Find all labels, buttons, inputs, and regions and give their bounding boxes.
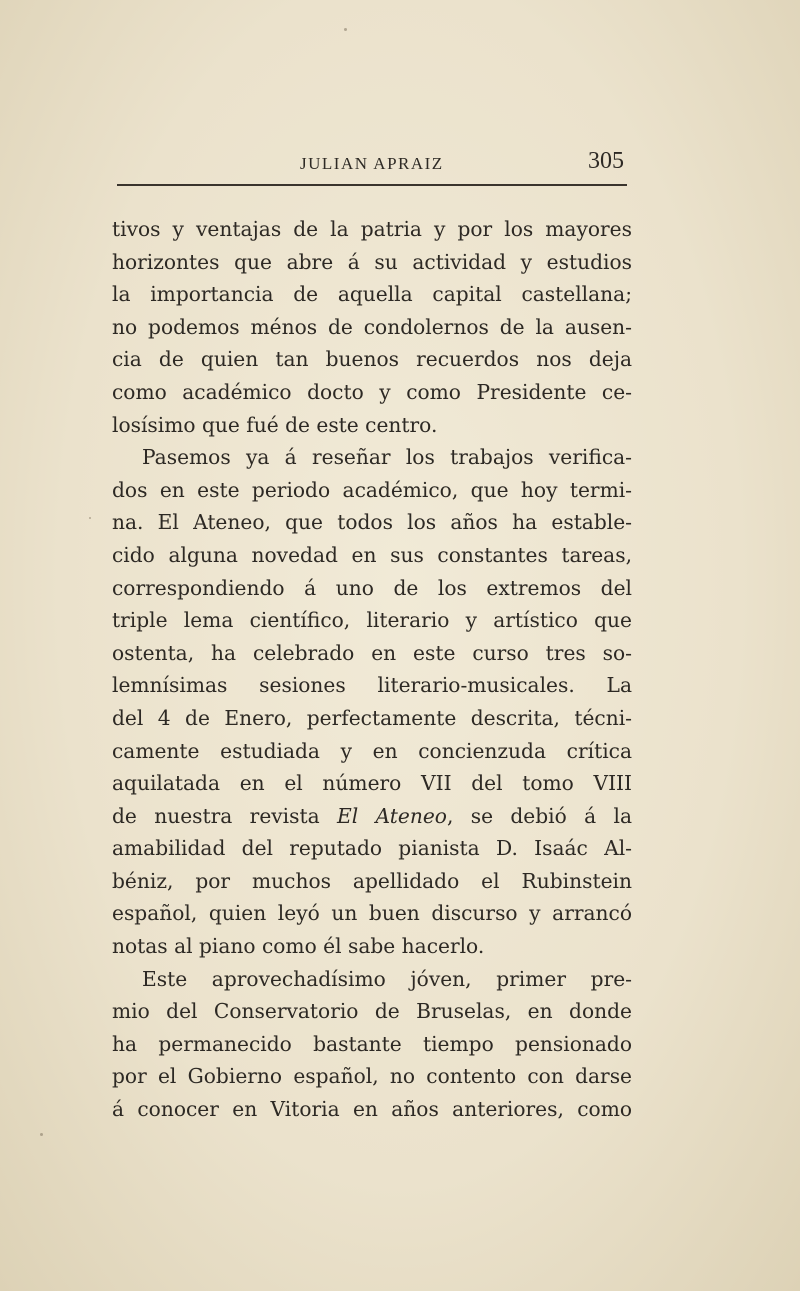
text-line: horizontes que abre á su actividad y estudios xyxy=(112,249,632,274)
running-head: JULIAN APRAIZ xyxy=(300,154,444,173)
text-line: la importancia de aquella capital castellana; xyxy=(112,282,632,307)
text-line xyxy=(112,800,632,833)
text-line: cido alguna novedad en sus constantes tareas, xyxy=(112,542,632,567)
text-line: á conocer en Vitoria en años anteriores, como xyxy=(112,1097,632,1122)
page-number: 305 xyxy=(588,148,624,174)
text-line: amabilidad del reputado pianista D. Isaác Al- xyxy=(112,836,632,861)
text-line: dos en este periodo académico, que hoy termi- xyxy=(112,477,632,502)
text-line: ha permanecido bastante tiempo pensionado xyxy=(112,1031,632,1056)
paper-speck xyxy=(89,517,91,519)
text-line: Pasemos ya á reseñar los trabajos verifica- xyxy=(142,445,632,470)
body-text xyxy=(112,213,632,1126)
page-header xyxy=(120,148,626,178)
text-line: no podemos ménos de condolernos de la ausen- xyxy=(112,314,632,339)
text-line: español, quien leyó un buen discurso y arrancó xyxy=(112,901,632,926)
paper-speck xyxy=(40,1133,43,1136)
text-line: notas al piano como él sabe hacerlo. xyxy=(112,934,485,959)
text-segment: de nuestra revista xyxy=(112,803,337,828)
text-line: béniz, por muchos apellidado el Rubinstein xyxy=(112,868,632,893)
text-segment: , se debió á la xyxy=(446,803,632,828)
text-line: aquilatada en el número VII del tomo VIII xyxy=(112,771,632,796)
text-line: triple lema científico, literario y artístico que xyxy=(112,608,632,633)
text-line: como académico docto y como Presidente ce- xyxy=(112,379,632,404)
header-rule xyxy=(117,184,627,186)
text-line: tivos y ventajas de la patria y por los mayores xyxy=(112,217,632,241)
text-line: del 4 de Enero, perfectamente descrita, técni- xyxy=(112,705,632,730)
text-line: lemnísimas sesiones literario-musicales. La xyxy=(112,673,632,698)
text-line: na. El Ateneo, que todos los años ha estable- xyxy=(112,510,632,535)
text-line: correspondiendo á uno de los extremos del xyxy=(112,575,632,600)
text-line: ostenta, ha celebrado en este curso tres so- xyxy=(112,640,632,665)
text-line: Este aprovechadísimo jóven, primer pre- xyxy=(142,966,632,991)
text-line: camente estudiada y en concienzuda crítica xyxy=(112,738,632,763)
text-line: losísimo que fué de este centro. xyxy=(112,412,438,437)
text-line: por el Gobierno español, no contento con darse xyxy=(112,1064,632,1089)
paper-speck xyxy=(344,28,347,31)
text-line: cia de quien tan buenos recuerdos nos deja xyxy=(112,347,632,372)
text-line: mio del Conservatorio de Bruselas, en donde xyxy=(112,999,632,1024)
journal-title: El Ateneo xyxy=(337,803,447,828)
